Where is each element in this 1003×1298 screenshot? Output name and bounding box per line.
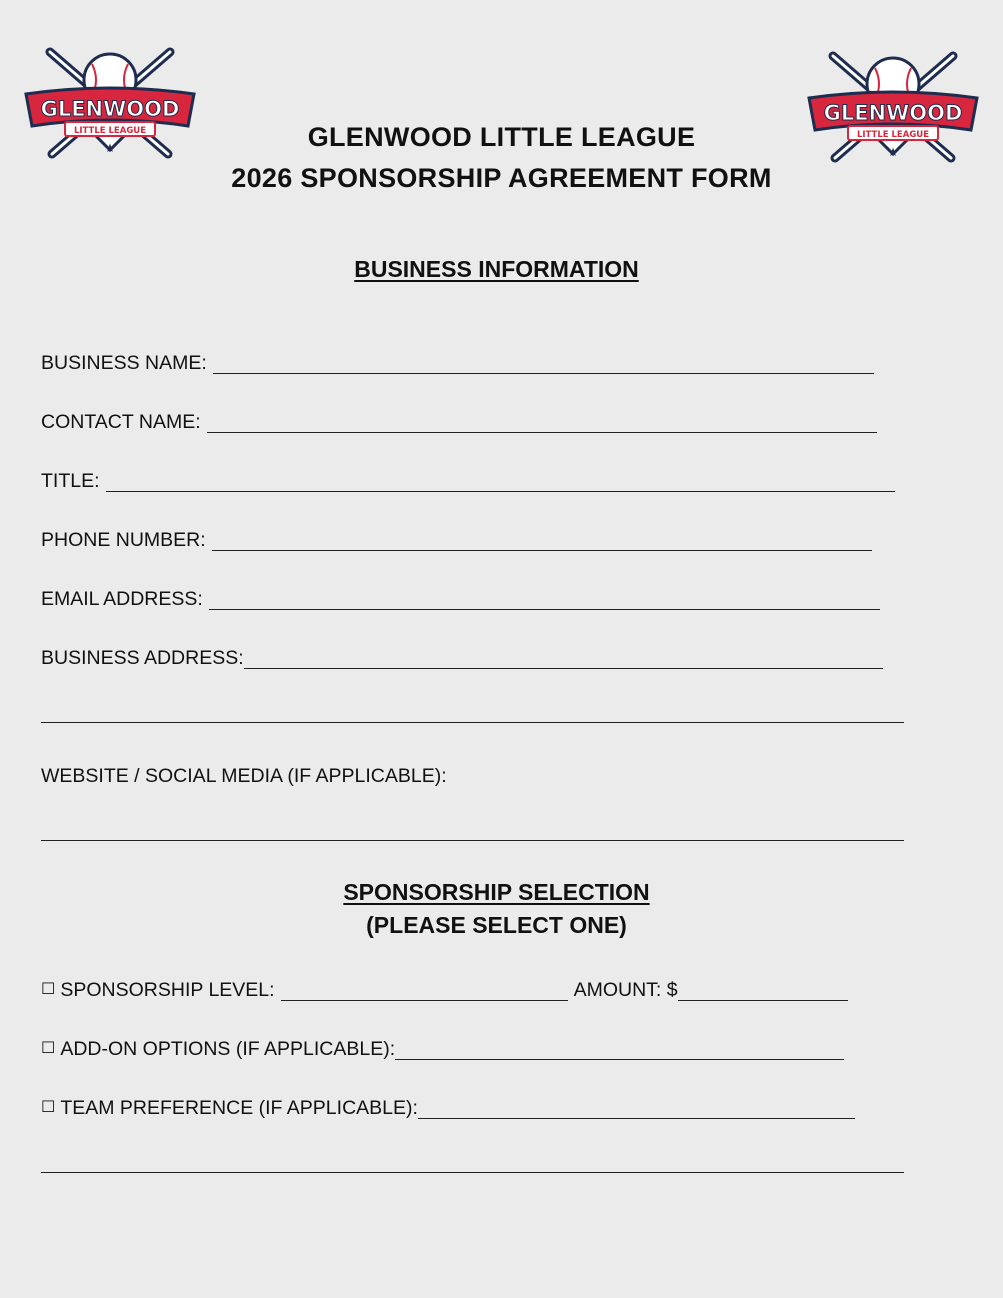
website-field[interactable]	[41, 840, 904, 841]
addon-options-checkbox[interactable]: ☐	[41, 1040, 56, 1057]
business-name-field[interactable]	[213, 355, 874, 374]
contact-name-label: CONTACT NAME:	[41, 411, 201, 433]
address-label: BUSINESS ADDRESS:	[41, 647, 244, 669]
logo-text: GLENWOOD	[823, 101, 963, 125]
sponsorship-level-label: SPONSORSHIP LEVEL:	[60, 979, 275, 1001]
contact-name-row	[41, 407, 877, 433]
logo-subtext: LITTLE LEAGUE	[73, 126, 147, 136]
website-label: WEBSITE / SOCIAL MEDIA (IF APPLICABLE):	[41, 765, 447, 787]
phone-label: PHONE NUMBER:	[41, 529, 206, 551]
phone-field[interactable]	[212, 532, 872, 551]
star-icon: ★	[104, 141, 116, 155]
star-icon: ★	[887, 145, 899, 159]
sponsorship-selection-subheading: (PLEASE SELECT ONE)	[366, 912, 627, 938]
phone-row	[41, 525, 872, 551]
business-information-heading: BUSINESS INFORMATION	[354, 256, 639, 282]
sponsorship-level-field[interactable]	[281, 982, 568, 1001]
sponsorship-level-row	[41, 975, 848, 1001]
email-row	[41, 584, 880, 610]
amount-field[interactable]	[678, 982, 848, 1001]
form-title-line1: GLENWOOD LITTLE LEAGUE	[307, 122, 696, 152]
team-preference-row	[41, 1093, 855, 1119]
team-preference-checkbox[interactable]: ☐	[41, 1099, 56, 1116]
title-row	[41, 466, 895, 492]
title-field[interactable]	[106, 473, 895, 492]
logo-subtext: LITTLE LEAGUE	[856, 130, 930, 140]
team-preference-label: TEAM PREFERENCE (IF APPLICABLE):	[60, 1097, 418, 1119]
address-field[interactable]	[244, 650, 883, 669]
address-field-line2[interactable]	[41, 722, 904, 723]
addon-options-label: ADD-ON OPTIONS (IF APPLICABLE):	[60, 1038, 396, 1060]
amount-label: AMOUNT: $	[573, 979, 678, 1001]
sponsorship-level-checkbox[interactable]: ☐	[41, 981, 56, 998]
website-row	[41, 761, 447, 787]
addon-options-field[interactable]	[395, 1041, 844, 1060]
address-row	[41, 643, 883, 669]
contact-name-field[interactable]	[207, 414, 877, 433]
team-preference-field-line2[interactable]	[41, 1172, 904, 1173]
email-field[interactable]	[209, 591, 880, 610]
email-label: EMAIL ADDRESS:	[41, 588, 203, 610]
title-label: TITLE:	[41, 470, 100, 492]
addon-options-row	[41, 1034, 844, 1060]
business-name-row	[41, 348, 874, 374]
team-preference-field[interactable]	[418, 1100, 855, 1119]
logo-text: GLENWOOD	[40, 97, 180, 121]
sponsorship-selection-heading: SPONSORSHIP SELECTION	[343, 879, 650, 905]
form-title-line2: 2026 SPONSORSHIP AGREEMENT FORM	[231, 163, 772, 193]
business-name-label: BUSINESS NAME:	[41, 352, 207, 374]
